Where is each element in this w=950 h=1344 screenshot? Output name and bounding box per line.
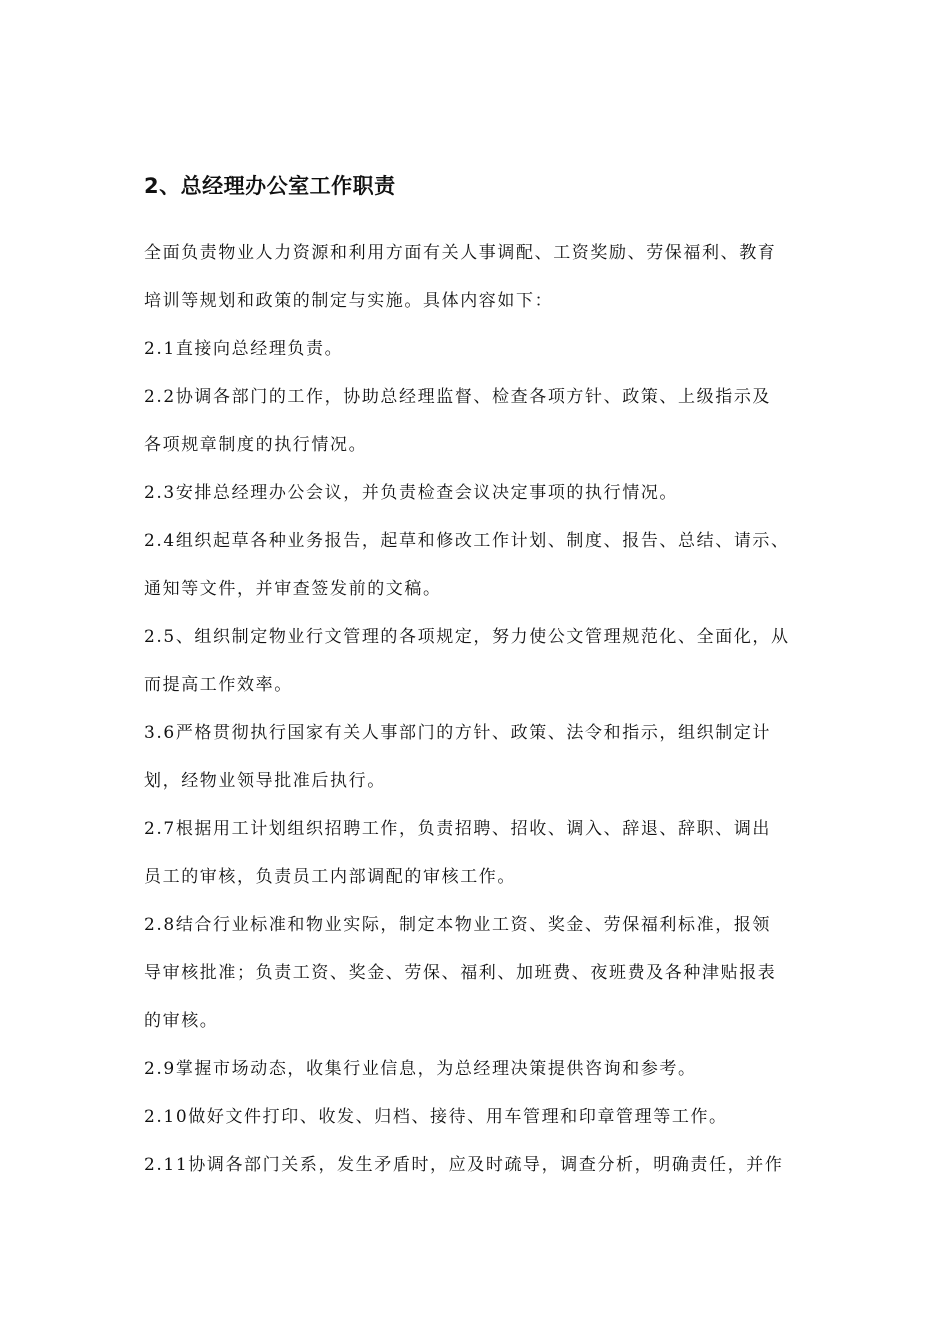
body-line: 2.1直接向总经理负责。: [144, 339, 344, 359]
body-line: 2.9掌握市场动态，收集行业信息，为总经理决策提供咨询和参考。: [144, 1059, 697, 1079]
body-line: 导审核批准；负责工资、奖金、劳保、福利、加班费、夜班费及各种津贴报表: [144, 963, 777, 983]
body-line: 的审核。: [144, 1011, 219, 1031]
body-line: 2.3安排总经理办公会议，并负责检查会议决定事项的执行情况。: [144, 483, 679, 503]
body-line: 2.2协调各部门的工作，协助总经理监督、检查各项方针、政策、上级指示及: [144, 387, 772, 407]
body-line: 2.7根据用工计划组织招聘工作，负责招聘、招收、调入、辞退、辞职、调出: [144, 819, 772, 839]
section-heading: 2、总经理办公室工作职责: [144, 174, 396, 198]
body-line: 而提高工作效率。: [144, 675, 293, 695]
body-line: 培训等规划和政策的制定与实施。具体内容如下：: [144, 291, 554, 311]
body-line: 3.6严格贯彻执行国家有关人事部门的方针、政策、法令和指示，组织制定计: [144, 723, 772, 743]
body-line: 划，经物业领导批准后执行。: [144, 771, 386, 791]
body-line: 2.8结合行业标准和物业实际，制定本物业工资、奖金、劳保福利标准，报领: [144, 915, 772, 935]
body-line: 通知等文件，并审查签发前的文稿。: [144, 579, 442, 599]
body-line: 各项规章制度的执行情况。: [144, 435, 368, 455]
body-line: 2.5、组织制定物业行文管理的各项规定，努力使公文管理规范化、全面化，从: [144, 627, 790, 647]
body-line: 2.11协调各部门关系，发生矛盾时，应及时疏导，调查分析，明确责任，并作: [144, 1155, 784, 1175]
body-line: 2.10做好文件打印、收发、归档、接待、用车管理和印章管理等工作。: [144, 1107, 728, 1127]
body-line: 员工的审核，负责员工内部调配的审核工作。: [144, 867, 516, 887]
body-line: 全面负责物业人力资源和利用方面有关人事调配、工资奖励、劳保福利、教育: [144, 243, 777, 263]
body-line: 2.4组织起草各种业务报告，起草和修改工作计划、制度、报告、总结、请示、: [144, 531, 790, 551]
